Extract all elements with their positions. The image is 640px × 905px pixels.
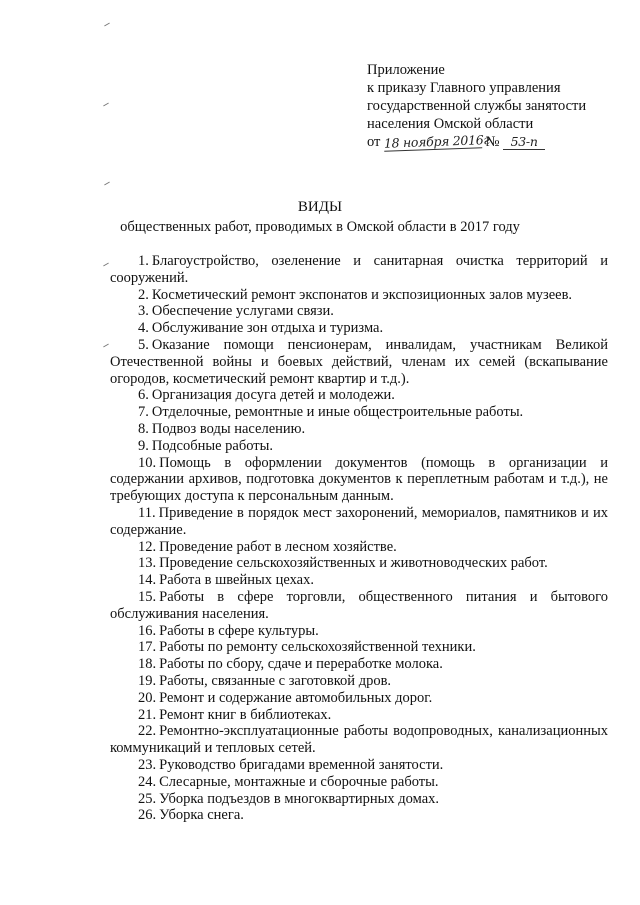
list-item-number: 19. [138,672,157,689]
list-item-text: Организация досуга детей и молодежи. [151,387,395,404]
list-item-number: 21. [138,706,157,723]
list-item-text: Обеспечение услугами связи. [151,303,334,320]
list-item-number: 15. [138,588,157,605]
list-item [110,505,608,539]
list-item [110,673,608,690]
list-item [110,555,608,572]
list-item-number: 22. [138,723,157,740]
list-item-text: Проведение сельскохозяйственных и животноводческих работ. [159,555,548,572]
list-item [110,791,608,808]
list-item-number: 5. [138,336,149,353]
list-item-text: Приведение в порядок мест захоронений, мемориалов, памятников и их содержание. [110,504,608,538]
list-item-text: Уборка подъездов в многоквартирных домах. [159,790,440,807]
appendix-line: населения Омской области [367,116,534,132]
list-item-text: Проведение работ в лесном хозяйстве. [159,538,397,555]
document-subtitle: общественных работ, проводимых в Омской области в 2017 году [120,219,520,235]
scan-speck [104,23,110,27]
list-item-number: 9. [138,437,149,454]
number-label: № [485,134,500,150]
list-item-text: Работы, связанные с заготовкой дров. [159,672,392,689]
appendix-line: к приказу Главного управления [367,80,561,96]
date-prefix: от [367,134,381,150]
list-item-number: 6. [138,387,149,404]
list-item [110,387,608,404]
list-item-number: 23. [138,756,157,773]
list-item [110,438,608,455]
list-item [110,690,608,707]
handwritten-number: 53-п [503,135,545,150]
list-item-number: 4. [138,320,149,337]
list-item-number: 8. [138,420,149,437]
list-item [110,656,608,673]
list-item [110,807,608,824]
list-item-text: Обслуживание зон отдыха и туризма. [151,320,384,337]
list-item-number: 11. [138,504,156,521]
list-item [110,455,608,505]
list-item-text: Оказание помощи пенсионерам, инвалидам, участникам Великой Отечественной войны и боевых действий, членам их семей (вскапывание огородов, косметический ремонт квартир и т.д.). [110,336,608,387]
list-item-text: Уборка снега. [159,807,244,824]
list-item-text: Отделочные, ремонтные и иные общестроительные работы. [151,404,524,421]
list-item-number: 20. [138,689,157,706]
scan-speck [104,182,110,186]
list-item [110,623,608,640]
list-item-number: 12. [138,538,157,555]
list-item-text: Работы в сфере культуры. [159,622,319,639]
scan-speck [103,263,109,267]
appendix-line: Приложение [367,62,445,78]
list-item-text: Работы по сбору, сдаче и переработке молока. [159,656,443,673]
list-item [110,303,608,320]
list-item-number: 3. [138,303,149,320]
list-item [110,320,608,337]
work-types-list [110,253,608,824]
list-item-number: 1. [138,253,149,269]
list-item-number: 18. [138,656,157,673]
order-date-line [367,133,586,151]
list-item [110,287,608,304]
list-item-number: 2. [138,286,149,303]
list-item [110,707,608,724]
list-item [110,757,608,774]
list-item [110,639,608,656]
list-item-number: 24. [138,773,157,790]
list-item [110,723,608,757]
list-item-number: 25. [138,790,157,807]
list-item-text: Подвоз воды населению. [151,420,306,437]
document-title: ВИДЫ [297,199,343,215]
appendix-line: государственной службы занятости [367,98,587,114]
list-item-number: 13. [138,555,157,572]
list-item-text: Помощь в оформлении документов (помощь в организации и содержании архивов, подготовка документов к переплетным работам и т.д.), не требующих доступа к персональным данным. [110,454,608,505]
list-item [110,421,608,438]
list-item-number: 26. [138,807,157,824]
list-item-number: 10. [138,454,157,471]
list-item-text: Ремонт и содержание автомобильных дорог. [159,689,433,706]
list-item-text: Работа в швейных цехах. [159,572,314,589]
list-item-number: 17. [138,639,157,656]
list-item [110,572,608,589]
list-item-text: Подсобные работы. [151,437,274,454]
list-item-number: 7. [138,404,149,421]
scan-speck [103,103,109,107]
list-item-number: 14. [138,572,157,589]
list-item [110,337,608,387]
scan-speck [103,344,109,348]
list-item-number: 16. [138,622,157,639]
list-item [110,253,608,287]
list-item-text: Благоустройство, озеленение и санитарная очистка территорий и сооружений. [110,253,608,286]
list-item-text: Косметический ремонт экспонатов и экспозиционных залов музеев. [151,286,573,303]
list-item [110,589,608,623]
list-item-text: Слесарные, монтажные и сборочные работы. [159,773,439,790]
list-item-text: Работы в сфере торговли, общественного питания и бытового обслуживания населения. [110,588,608,622]
list-item [110,774,608,791]
list-item-text: Руководство бригадами временной занятости. [159,756,444,773]
appendix-block [367,61,586,151]
list-item-text: Работы по ремонту сельскохозяйственной техники. [159,639,476,656]
list-item-text: Ремонт книг в библиотеках. [159,706,332,723]
handwritten-date: 18 ноября 2016г [383,132,490,151]
list-item-text: Ремонтно-эксплуатационные работы водопроводных, канализационных коммуникаций и тепловых сетей. [110,723,608,757]
list-item [110,404,608,421]
list-item [110,539,608,556]
